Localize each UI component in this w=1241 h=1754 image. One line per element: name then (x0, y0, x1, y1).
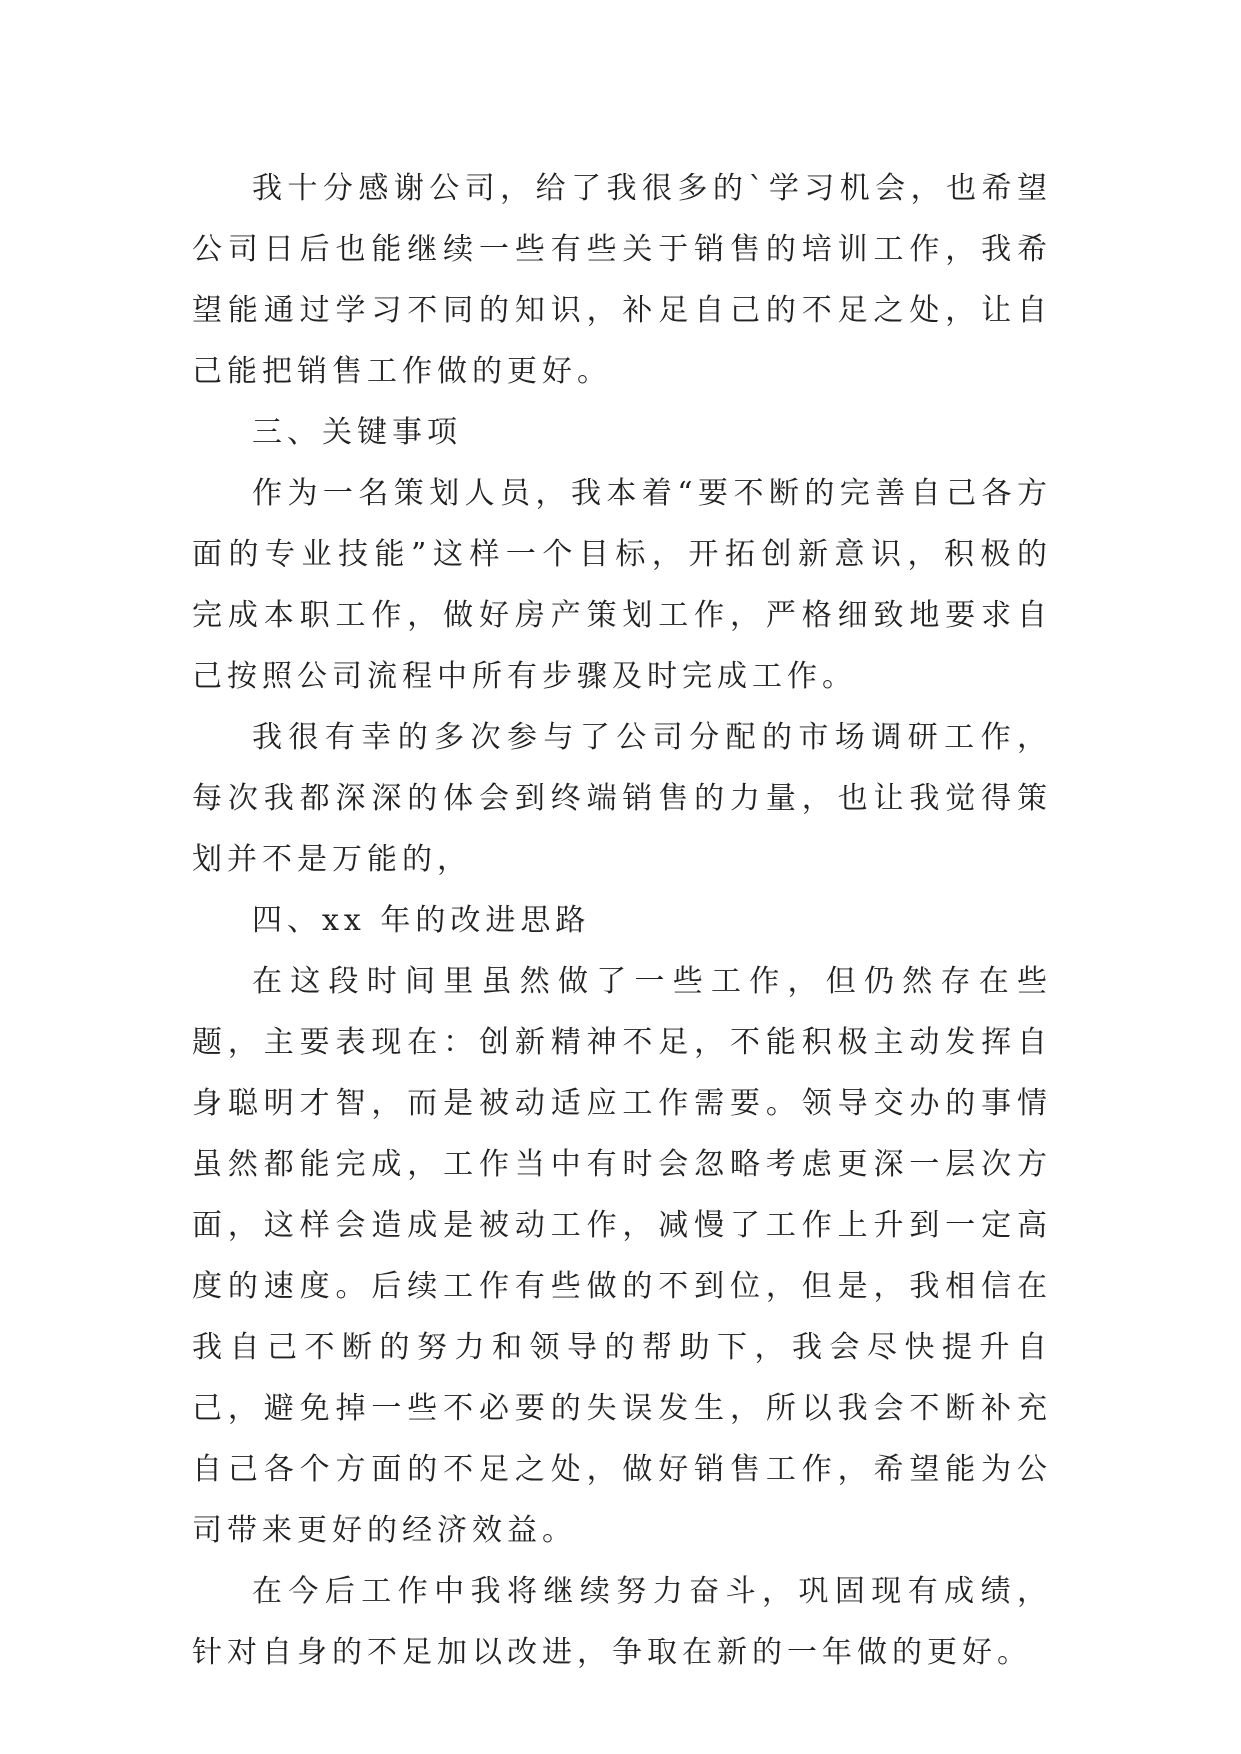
paragraph-planner-role: 作为一名策划人员，我本着“要不断的完善自己各方面的专业技能”这样一个目标，开拓创新意识，积极的完成本职工作，做好房产策划工作，严格细致地要求自己按照公司流程中所有步骤及时完成工作。 (192, 476, 1052, 694)
section-heading-key-matters: 三、关键事项 (252, 415, 462, 450)
paragraph-shortcomings: 在这段时间里虽然做了一些工作，但仍然存在些题，主要表现在：创新精神不足，不能积极主动发挥自身聪明才智，而是被动适应工作需要。领导交办的事情虽然都能完成，工作当中有时会忽略考虑更深一层次方面，这样会造成是被动工作，减慢了工作上升到一定高度的速度。后续工作有些做的不到位，但是，我相信在我自己不断的努力和领导的帮助下，我会尽快提升自己，避免掉一些不必要的失误发生，所以我会不断补充自己各个方面的不足之处，做好销售工作，希望能为公司带来更好的经济效益。 (192, 964, 1052, 1548)
paragraph-market-research: 我很有幸的多次参与了公司分配的市场调研工作，每次我都深深的体会到终端销售的力量，也让我觉得策划并不是万能的， (192, 720, 1052, 877)
paragraph-training-thanks: 我十分感谢公司，给了我很多的`学习机会，也希望公司日后也能继续一些有些关于销售的培训工作，我希望能通过学习不同的知识，补足自己的不足之处，让自己能把销售工作做的更好。 (192, 171, 1052, 389)
section-heading-improvement-ideas: 四、xx 年的改进思路 (252, 903, 591, 938)
document-body (192, 158, 1052, 1683)
paragraph-future-effort: 在今后工作中我将继续努力奋斗，巩固现有成绩，针对自身的不足加以改进，争取在新的一年做的更好。 (192, 1574, 1052, 1670)
